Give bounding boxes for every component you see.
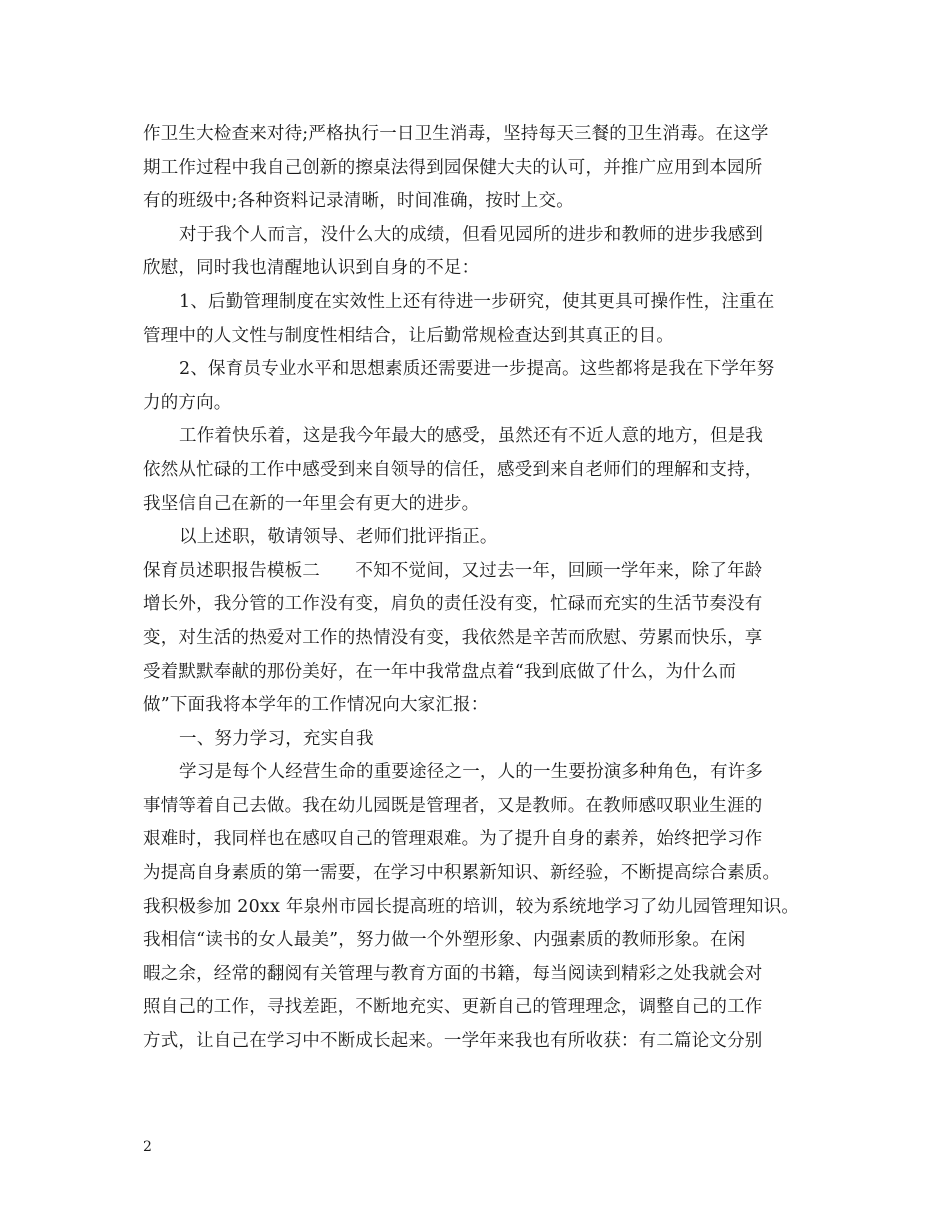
text-line: 2、保育员专业水平和思想素质还需要进一步提高。这些都将是我在下学年努 <box>179 359 775 380</box>
text-line: 管理中的人文性与制度性相结合，让后勤常规检查达到其真正的目。 <box>143 325 674 346</box>
text-line: 力的方向。 <box>143 392 232 413</box>
text-line: 事情等着自己去做。我在幼儿园既是管理者，又是教师。在教师感叹职业生涯的 <box>143 795 763 816</box>
text-line: 1、后勤管理制度在实效性上还有待进一步研究，使其更具可操作性，注重在 <box>179 291 775 312</box>
text-line: 以上述职，敬请领导、老师们批评指正。 <box>179 527 498 548</box>
text-line: 我相信“读书的女人最美”，努力做一个外塑形象、内强素质的教师形象。在闲 <box>143 930 746 951</box>
text-line: 变，对生活的热爱对工作的热情没有变，我依然是辛苦而欣慰、劳累而快乐，享 <box>143 627 763 648</box>
text-line: 艰难时，我同样也在感叹自己的管理艰难。为了提升自身的素养，始终把学习作 <box>143 829 763 850</box>
page-number: 2 <box>143 1139 152 1155</box>
text-line: 学习是每个人经营生命的重要途径之一，人的一生要扮演多种角色，有许多 <box>179 762 764 783</box>
text-line: 保育员述职报告模板二 不知不觉间，又过去一年，回顾一学年来，除了年龄 <box>143 560 763 581</box>
text-line: 工作着快乐着，这是我今年最大的感受，虽然还有不近人意的地方，但是我 <box>179 426 764 447</box>
text-line: 我坚信自己在新的一年里会有更大的进步。 <box>143 493 480 514</box>
text-line: 有的班级中;各种资料记录清晰，时间准确，按时上交。 <box>143 191 574 212</box>
text-line: 期工作过程中我自己创新的擦桌法得到园保健大夫的认可，并推广应用到本园所 <box>143 157 763 178</box>
text-line: 对于我个人而言，没什么大的成绩，但看见园所的进步和教师的进步我感到 <box>179 224 764 245</box>
text-line: 照自己的工作，寻找差距，不断地充实、更新自己的管理理念，调整自己的工作 <box>143 997 763 1018</box>
text-line: 作卫生大检查来对待;严格执行一日卫生消毒，坚持每天三餐的卫生消毒。在这学 <box>143 124 769 144</box>
text-line: 欣慰，同时我也清醒地认识到自身的不足： <box>143 258 480 279</box>
text-line: 暇之余，经常的翻阅有关管理与教育方面的书籍，每当阅读到精彩之处我就会对 <box>143 963 763 984</box>
text-line: 依然从忙碌的工作中感受到来自领导的信任，感受到来自老师们的理解和支持， <box>143 459 763 480</box>
text-line: 受着默默奉献的那份美好，在一年中我常盘点着“我到底做了什么，为什么而 <box>143 661 737 682</box>
text-line: 我积极参加 20xx 年泉州市园长提高班的培训，较为系统地学习了幼儿园管理知识。 <box>143 896 800 917</box>
text-line: 做”下面我将本学年的工作情况向大家汇报： <box>143 695 489 716</box>
text-line: 增长外，我分管的工作没有变，肩负的责任没有变，忙碌而充实的生活节奏没有 <box>143 594 763 615</box>
text-line: 方式，让自己在学习中不断成长起来。一学年来我也有所收获：有二篇论文分别 <box>143 1031 763 1052</box>
text-line: 为提高自身素质的第一需要，在学习中积累新知识、新经验，不断提高综合素质。 <box>143 863 781 884</box>
text-line: 一、努力学习，充实自我 <box>179 728 374 749</box>
body-text <box>143 118 833 1059</box>
